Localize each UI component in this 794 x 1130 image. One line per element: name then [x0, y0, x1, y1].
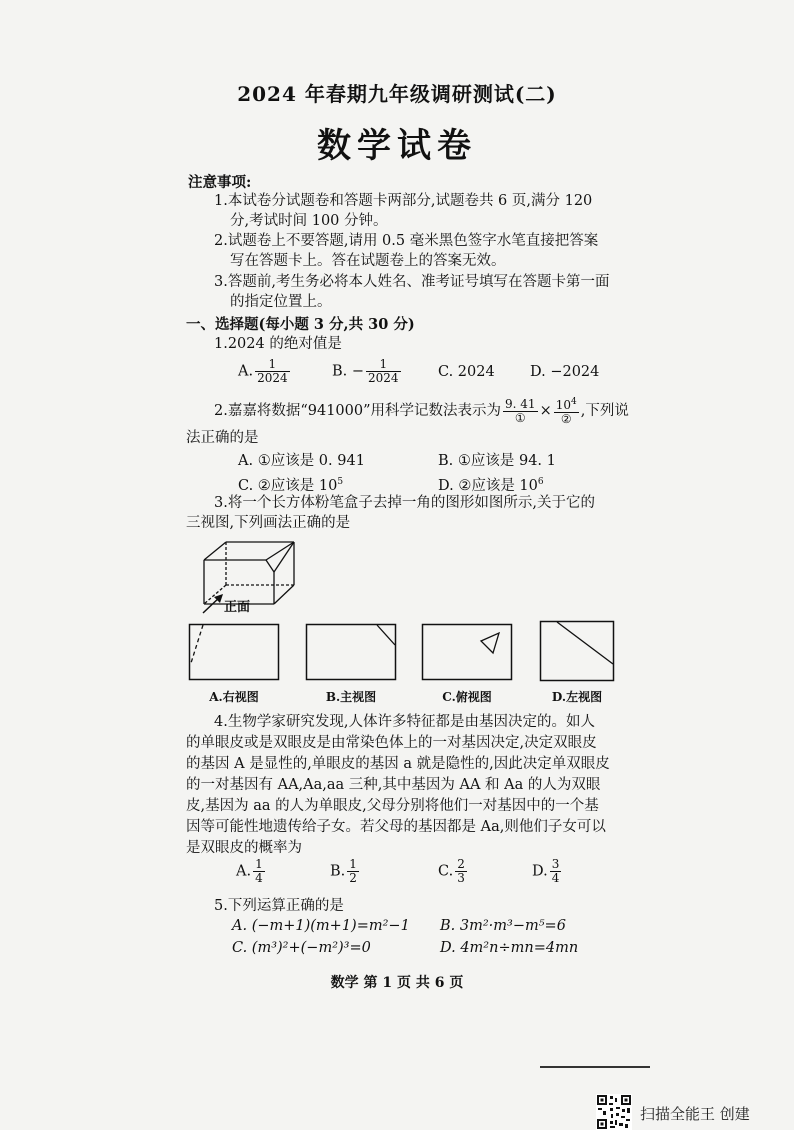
notice-line-2: 分,考试时间 100 分钟。 [230, 213, 388, 229]
view-a-figure [188, 623, 280, 681]
q4-option-a: A. $\frac{1}{4}$ [236, 857, 263, 885]
q5-option-b: B. 3m²·m³−m⁵=6 [440, 918, 566, 934]
exam-subject-title: 数学试卷 [317, 126, 477, 166]
section-heading: 一、选择题(每小题 3 分,共 30 分) [186, 316, 415, 333]
notice-line-1: 1.本试卷分试题卷和答题卡两部分,试题卷共 6 页,满分 120 [214, 193, 593, 209]
q2-option-d: D. ②应该是 $10^6$ [438, 477, 544, 494]
q4-line-5: 皮,基因为 aa 的人为单眼皮,父母分别将他们一对基因中的一个基 [186, 798, 599, 814]
divider [540, 1066, 650, 1068]
notice-heading: 注意事项: [188, 174, 252, 191]
exam-title: 2024 年春期九年级调研测试(二) [237, 82, 557, 106]
notice-line-6: 的指定位置上。 [230, 294, 332, 310]
notice-line-4: 写在答题卡上。答在试题卷上的答案无效。 [230, 253, 506, 269]
q4-option-b: B. $\frac{1}{2}$ [330, 857, 357, 885]
view-c-figure [421, 623, 513, 681]
view-b-caption: B.主视图 [325, 690, 377, 704]
q4-line-1: 4.生物学家研究发现,人体许多特征都是由基因决定的。如人 [214, 714, 595, 730]
q4-option-d: D. $\frac{3}{4}$ [532, 857, 560, 885]
q2-option-b: B. ①应该是 94. 1 [438, 453, 556, 469]
q4-line-6: 因等可能性地遗传给子女。若父母的基因都是 Aa,则他们子女可以 [186, 819, 606, 835]
view-d-figure [539, 620, 615, 682]
notice-line-3: 2.试题卷上不要答题,请用 0.5 毫米黑色签字水笔直接把答案 [214, 233, 599, 249]
q4-line-3: 的基因 A 是显性的,单眼皮的基因 a 就是隐性的,因此决定单双眼皮 [186, 756, 610, 772]
q1-stem: 1.2024 的绝对值是 [214, 336, 342, 352]
q1-option-c: C. 2024 [438, 364, 495, 380]
q4-line-7: 是双眼皮的概率为 [186, 840, 302, 856]
q5-option-d: D. 4m²n÷mn=4mn [440, 940, 579, 956]
q1-option-b: B. − $\frac{1}{2024}$ [332, 357, 399, 385]
qr-code-icon [596, 1094, 632, 1130]
q2-option-c: C. ②应该是 $10^5$ [238, 477, 344, 494]
front-arrow-icon [200, 592, 226, 616]
scanner-watermark-label: 扫描全能王 创建 [640, 1105, 750, 1123]
notice-line-5: 3.答题前,考生务必将本人姓名、准考证号填写在答题卡第一面 [214, 274, 610, 290]
q2-stem: 2.嘉嘉将数据“941000”用科学记数法表示为 $\frac{9. 41}{\text{①}}$ × $\frac{10^4}{\text{②}}$ ,下列说 [214, 396, 629, 426]
q2-stem-line2: 法正确的是 [186, 430, 259, 446]
view-a-caption: A.右视图 [209, 690, 259, 704]
q1-option-a: A. $\frac{1}{2024}$ [238, 357, 288, 385]
q2-option-a: A. ①应该是 0. 941 [238, 453, 365, 469]
front-view-label: 正面 [224, 600, 251, 615]
view-d-caption: D.左视图 [551, 690, 603, 704]
view-c-caption: C.俯视图 [442, 690, 492, 704]
q4-line-4: 的一对基因有 AA,Aa,aa 三种,其中基因为 AA 和 Aa 的人为双眼 [186, 777, 601, 793]
q5-option-a: A. (−m+1)(m+1)=m²−1 [232, 918, 410, 934]
q3-stem-line2: 三视图,下列画法正确的是 [186, 515, 351, 531]
q4-line-2: 的单眼皮或是双眼皮是由常染色体上的一对基因决定,决定双眼皮 [186, 735, 597, 751]
q4-option-c: C. $\frac{2}{3}$ [438, 857, 465, 885]
q5-stem: 5.下列运算正确的是 [214, 898, 344, 914]
page-footer: 数学 第 1 页 共 6 页 [330, 975, 464, 991]
q1-option-d: D. −2024 [530, 364, 600, 380]
q3-stem-line1: 3.将一个长方体粉笔盒子去掉一角的图形如图所示,关于它的 [214, 495, 595, 511]
q5-option-c: C. (m³)²+(−m²)³=0 [232, 940, 371, 956]
view-b-figure [305, 623, 397, 681]
